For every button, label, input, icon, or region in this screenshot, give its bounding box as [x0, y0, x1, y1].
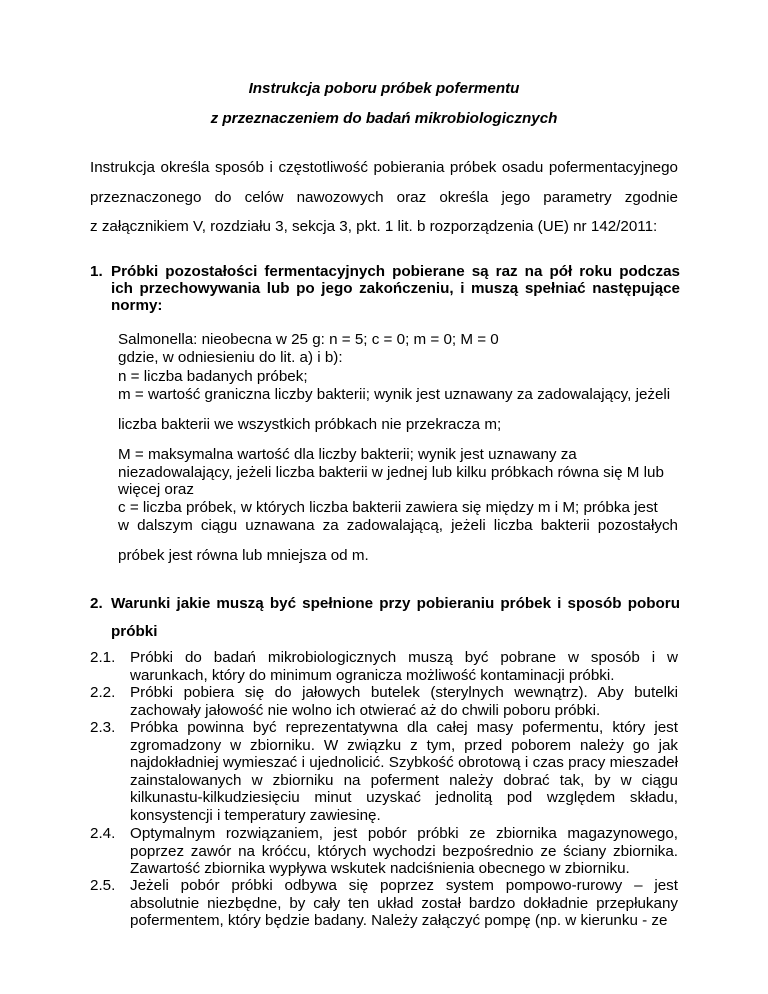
- section-2-number: 2.: [90, 595, 103, 612]
- criterion-m-line-2: liczba bakterii we wszystkich próbkach nie przekracza m;: [118, 416, 502, 433]
- criterion-c-line-2: w dalszym ciągu uznawana za zadowalającą, jeżeli liczba bakterii pozostałych: [118, 517, 678, 534]
- list-item-text: Optymalnym rozwiązaniem, jest pobór próbki ze zbiornika magazynowego, poprzez zawór na króćcu, których wychodzi bezpośrednio ze ściany zbiornika. Zawartość zbiornika wypływa wskutek nadciśnienia obecnego w zbiorniku.: [130, 825, 678, 877]
- criterion-M: M = maksymalna wartość dla liczby bakterii; wynik jest uznawany za niezadowalający, jeżeli liczba bakterii w jednej lub kilku próbkach równa się M lub więcej oraz: [118, 446, 664, 499]
- list-item-text: Próbki pobiera się do jałowych butelek (sterylnych wewnątrz). Aby butelki zachowały jałowość nie wolno ich otwierać aż do chwili poboru próbki.: [130, 684, 678, 719]
- section-1-heading-text: Próbki pozostałości fermentacyjnych pobierane są raz na pół roku podczas ich przechowywania lub po jego zakończeniu, i muszą spełniać następujące normy:: [111, 263, 680, 314]
- criterion-salmonella: Salmonella: nieobecna w 25 g: n = 5; c = 0; m = 0; M = 0: [118, 331, 499, 348]
- list-item-number: 2.2.: [90, 684, 116, 701]
- intro-line-1: Instrukcja określa sposób i częstotliwość pobierania próbek osadu pofermentacyjnego: [90, 159, 678, 176]
- document-title-line-2: z przeznaczeniem do badań mikrobiologicznych: [210, 110, 558, 127]
- criterion-c-line-1: c = liczba próbek, w których liczba bakterii zawiera się między m i M; próbka jest: [118, 499, 658, 516]
- list-item-text: Próbki do badań mikrobiologicznych muszą być pobrane w sposób i w warunkach, który do minimum ogranicza możliwość kontaminacji próbki.: [130, 649, 678, 684]
- list-item-number: 2.3.: [90, 719, 116, 736]
- list-item-number: 2.4.: [90, 825, 116, 842]
- list-item-number: 2.5.: [90, 877, 116, 894]
- section-2-heading-line-1: Warunki jakie muszą być spełnione przy pobieraniu próbek i sposób poboru: [111, 595, 680, 612]
- criterion-m-line-1: m = wartość graniczna liczby bakterii; wynik jest uznawany za zadowalający, jeżeli: [118, 386, 671, 403]
- criterion-where: gdzie, w odniesieniu do lit. a) i b):: [118, 349, 343, 366]
- section-1-number: 1.: [90, 263, 103, 280]
- criterion-c-line-3: próbek jest równa lub mniejsza od m.: [118, 547, 369, 564]
- document-title-line-1: Instrukcja poboru próbek pofermentu: [248, 80, 520, 97]
- criterion-n: n = liczba badanych próbek;: [118, 368, 308, 385]
- list-item-text: Jeżeli pobór próbki odbywa się poprzez system pompowo-rurowy – jest absolutnie niezbędne, by cały ten układ został bardzo dokładnie przepłukany pofermentem, który będzie badany. Należy załączyć pompę (np. w kierunku - ze: [130, 877, 678, 929]
- list-item-text: Próbka powinna być reprezentatywna dla całej masy pofermentu, który jest zgromadzony w zbiorniku. W związku z tym, przed poborem należy go jak najdokładniej wymieszać i ujednolicić. Szybkość obrotową i czas pracy mieszadeł zainstalowanych w zbiorniku na poferment należy dobrać tak, by w ciągu kilkunastu-kilkudziesięciu minut uzyskać jednolitą pod względem składu, konsystencji i temperatury zawiesinę.: [130, 719, 678, 824]
- intro-line-3: z załącznikiem V, rozdziału 3, sekcja 3, pkt. 1 lit. b rozporządzenia (UE) nr 142/2011:: [90, 218, 658, 235]
- section-2-heading-line-2: próbki: [111, 623, 158, 640]
- list-item-number: 2.1.: [90, 649, 116, 666]
- intro-line-2: przeznaczonego do celów nawozowych oraz określa jego parametry zgodnie: [90, 189, 678, 206]
